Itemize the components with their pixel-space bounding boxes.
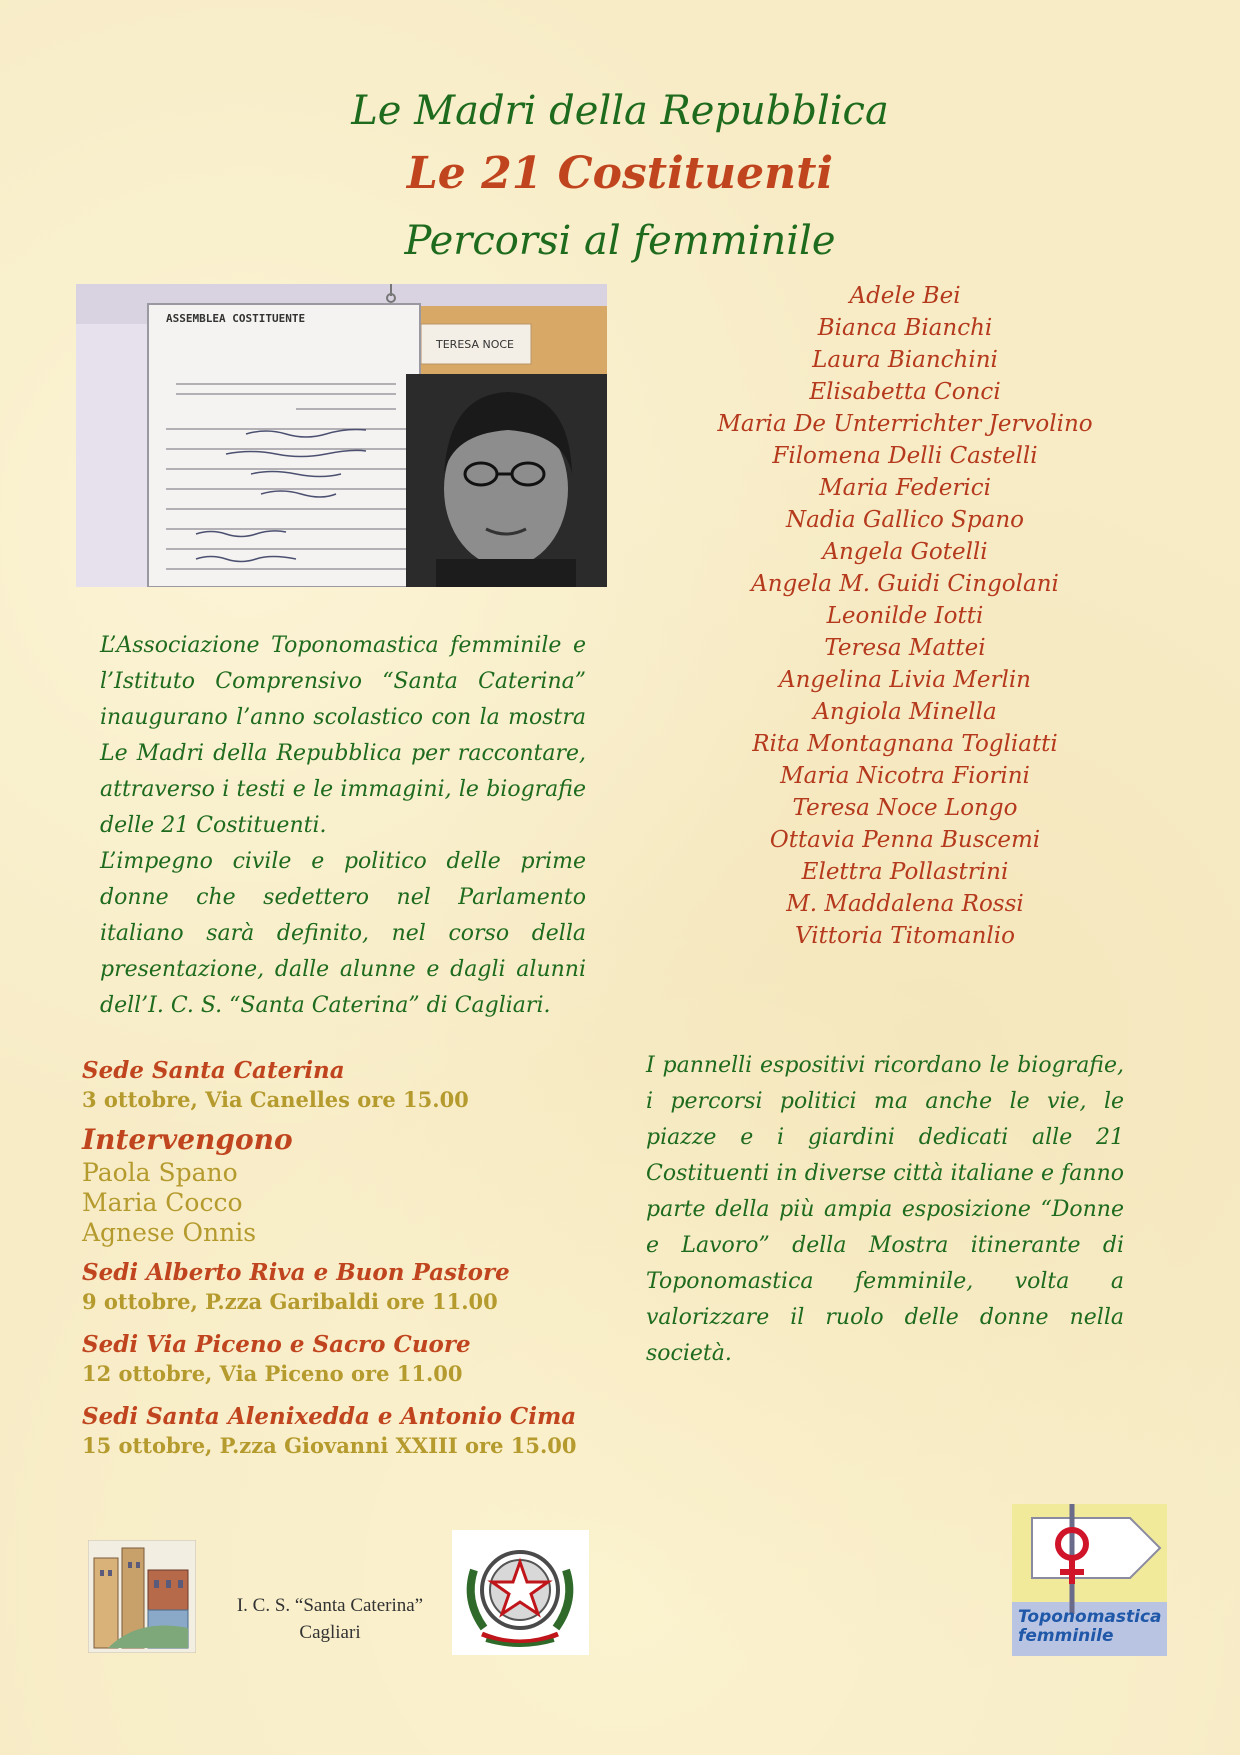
exhibition-description: I pannelli espositivi ricordano le biografie, i percorsi politici ma anche le vie, le piazze e i giardini dedicati alle 21 Costituenti in diverse città italiane e fanno parte della più ampia esposizione “Donne e Lavoro” della Mostra itinerante di Toponomastica femminile, volta a valorizzare il ruolo delle donne nella società.: [646, 1053, 1124, 1366]
event-3-title: Sedi Via Piceno e Sacro Cuore: [82, 1331, 471, 1358]
costituente-name: Angiola Minella: [813, 699, 997, 725]
intro-paragraph: [100, 628, 586, 1024]
school-name: I. C. S. “Santa Caterina”: [236, 1595, 424, 1616]
event-3-detail: 12 ottobre, Via Piceno ore 11.00: [82, 1361, 463, 1386]
logo-text-line-2: femminile: [1018, 1626, 1114, 1646]
speaker-item: Paola Spano: [82, 1158, 238, 1187]
costituente-name: Elettra Pollastrini: [801, 859, 1009, 885]
costituente-name: Adele Bei: [849, 283, 961, 309]
costituente-name: Ottavia Penna Buscemi: [769, 827, 1041, 853]
costituente-name: Rita Montagnana Togliatti: [752, 731, 1058, 757]
speaker-item: Maria Cocco: [82, 1188, 243, 1217]
events-section: [82, 1056, 642, 1460]
costituente-name: Elisabetta Conci: [809, 379, 1001, 405]
costituente-name: Maria Federici: [819, 475, 991, 501]
event-4-detail: 15 ottobre, P.zza Giovanni XXIII ore 15.00: [82, 1433, 577, 1458]
teresa-noce-photo: [76, 284, 607, 587]
costituente-name: Laura Bianchini: [812, 347, 998, 373]
italian-republic-emblem: [452, 1530, 589, 1655]
costituente-name: Leonilde Iotti: [826, 603, 984, 629]
school-city: Cagliari: [299, 1622, 361, 1643]
costituente-name: Teresa Noce Longo: [792, 795, 1018, 821]
event-4-title: Sedi Santa Alenixedda e Antonio Cima: [82, 1403, 577, 1430]
costituente-name: Bianca Bianchi: [817, 315, 993, 341]
school-label: [210, 1592, 450, 1646]
school-logo: [88, 1540, 196, 1653]
event-1-title: Sede Santa Caterina: [82, 1057, 345, 1084]
costituenti-names-list: [660, 280, 1150, 952]
costituente-name: Nadia Gallico Spano: [786, 507, 1024, 533]
costituente-name: Vittoria Titomanlio: [795, 923, 1015, 949]
intro-text-2: L’impegno civile e politico delle prime donne che sedettero nel Parlamento italiano sarà definito, nel corso della presentazione, dalle alunne e dagli alunni dell’I. C. S. “Santa Caterina” di Cagliari.: [100, 849, 586, 1018]
logo-text-line-1: Toponomastica: [1018, 1607, 1162, 1627]
event-2-detail: 9 ottobre, P.zza Garibaldi ore 11.00: [82, 1289, 498, 1314]
costituente-name: M. Maddalena Rossi: [786, 891, 1024, 917]
speaker-item: Agnese Onnis: [82, 1218, 257, 1247]
name-tag-text: TERESA NOCE: [436, 338, 514, 351]
poster-title-line-3: Percorsi al femminile: [404, 218, 836, 264]
costituente-name: Maria De Unterrichter Jervolino: [717, 411, 1093, 437]
costituente-name: Angela M. Guidi Cingolani: [751, 571, 1059, 597]
costituente-name: Teresa Mattei: [824, 635, 986, 661]
intro-text-1: L’Associazione Toponomastica femminile e l’Istituto Comprensivo “Santa Caterina” inaugurano l’anno scolastico con la mostra Le Madri della Repubblica per raccontare, attraverso i testi e le immagini, le biografie delle 21 Costituenti.: [100, 633, 586, 838]
event-2-title: Sedi Alberto Riva e Buon Pastore: [82, 1259, 510, 1286]
costituente-name: Angela Gotelli: [822, 539, 988, 565]
costituente-name: Filomena Delli Castelli: [772, 443, 1038, 469]
poster-title-line-1: Le Madri della Repubblica: [351, 88, 889, 134]
poster-title-line-2: Le 21 Costituenti: [406, 148, 834, 199]
costituente-name: Maria Nicotra Fiorini: [780, 763, 1030, 789]
form-header-text: ASSEMBLEA COSTITUENTE: [166, 312, 306, 325]
speakers-heading: Intervengono: [82, 1123, 293, 1156]
toponomastica-logo-label: [1018, 1608, 1163, 1646]
costituente-name: Angelina Livia Merlin: [779, 667, 1031, 693]
event-1-detail: 3 ottobre, Via Canelles ore 15.00: [82, 1087, 469, 1112]
